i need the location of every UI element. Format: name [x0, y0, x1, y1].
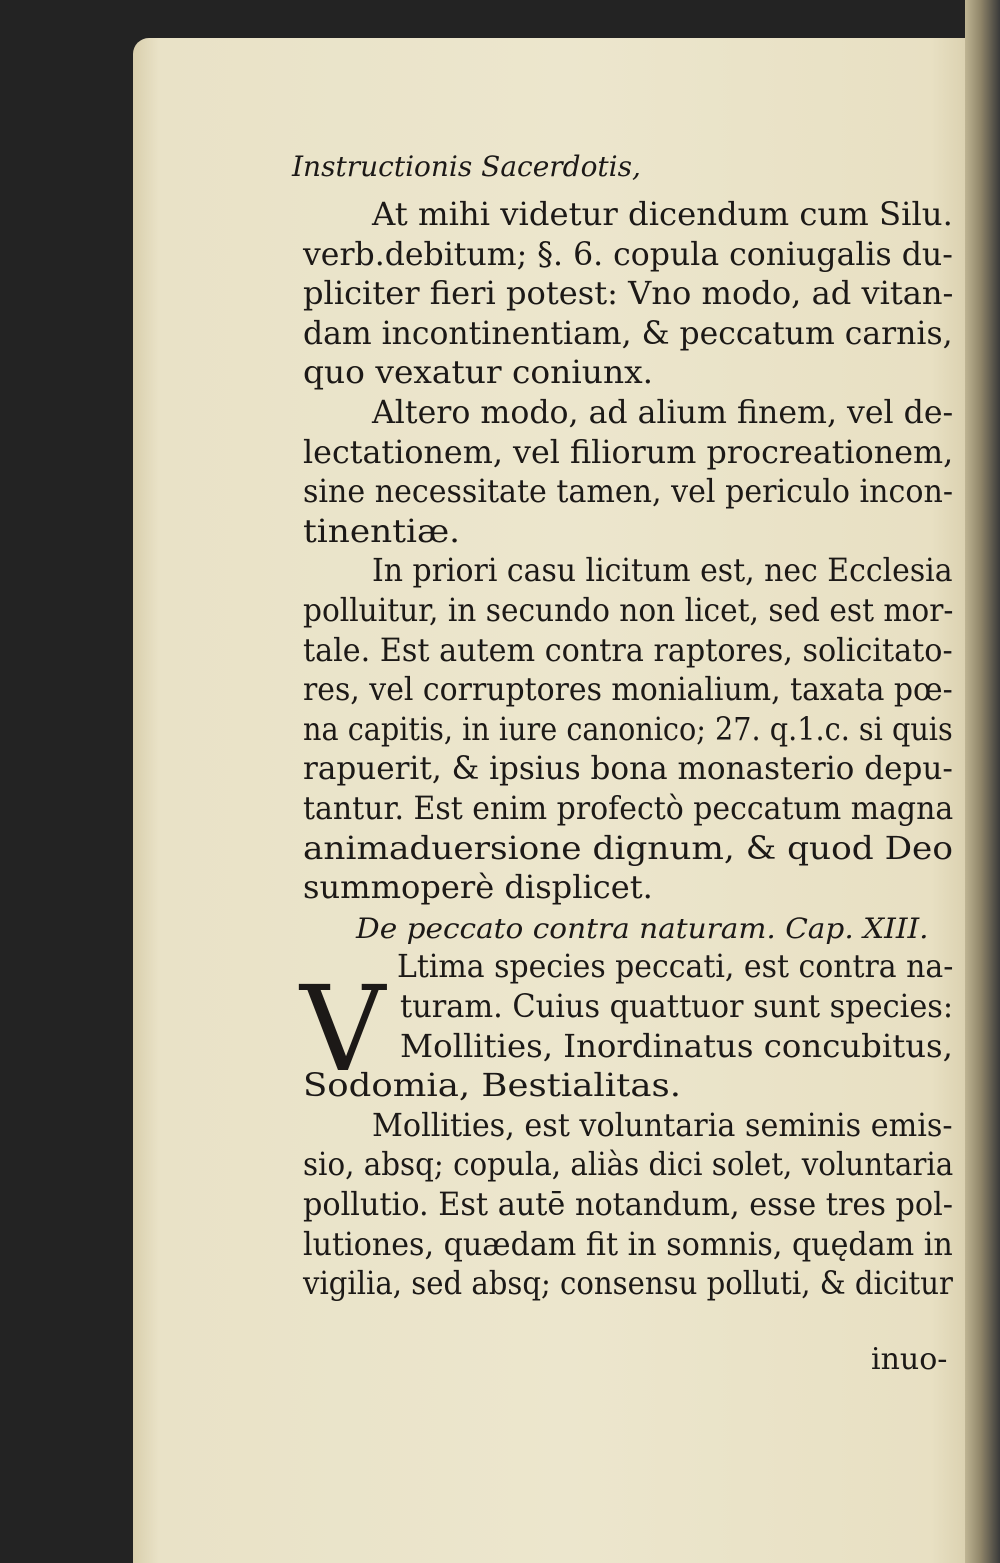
text-line: At mihi videtur dicendum cum Silu.: [372, 195, 953, 233]
text-line: tinentiæ.: [303, 511, 461, 550]
text-line: tantur. Est enim profectò peccatum magna: [303, 789, 954, 827]
text-line: rapuerit, & ipsius bona monasterio depu-: [303, 749, 953, 788]
text-line: Mollities, est voluntaria seminis emis-: [372, 1105, 953, 1144]
chapter-heading: De peccato contra naturam. Cap. XIII.: [356, 911, 929, 945]
drop-capital: V: [300, 960, 386, 1098]
text-line: Altero modo, ad alium finem, vel de-: [372, 393, 954, 431]
text-line: Sodomia, Bestialitas.: [303, 1066, 681, 1105]
running-head: Instructionis Sacerdotis,: [292, 150, 641, 183]
text-line: quo vexatur coniunx.: [303, 353, 654, 392]
text-line: dam incontinentiam, & peccatum carnis,: [303, 313, 953, 352]
text-line: summoperè displicet.: [303, 868, 653, 907]
text-line: animaduersione dignum, & quod Deo: [303, 828, 953, 867]
text-line: verb.debitum; §. 6. copula coniugalis du-: [303, 234, 953, 273]
catchword: inuo-: [871, 1342, 948, 1377]
text-line: lectationem, vel filiorum procreationem,: [303, 432, 954, 471]
text-line: pollutio. Est autē notandum, esse tres pol-: [303, 1185, 954, 1223]
text-line: tale. Est autem contra raptores, solicitato-: [303, 630, 953, 669]
text-line: polluitur, in secundo non licet, sed est mor-: [303, 591, 954, 629]
text-line: na capitis, in iure canonico; 27. q.1.c. si quis: [303, 709, 953, 748]
text-line: pliciter fieri potest: Vno modo, ad vitan-: [303, 274, 954, 313]
text-line: sine necessitate tamen, vel periculo incon-: [303, 472, 953, 511]
text-line: vigilia, sed absq; consensu polluti, & dicitur: [303, 1264, 953, 1303]
text-line: Ltima species peccati, est contra na-: [397, 947, 954, 986]
text-line: lutiones, quædam fit in somnis, quędam in: [303, 1224, 953, 1263]
text-line: turam. Cuius quattuor sunt species:: [400, 987, 954, 1025]
page-edge: [965, 0, 1000, 1563]
text-line: In priori casu licitum est, nec Ecclesia: [372, 551, 953, 590]
text-line: Mollities, Inordinatus concubitus,: [400, 1026, 953, 1065]
text-line: sio, absq; copula, aliàs dici solet, voluntaria: [303, 1145, 954, 1184]
text-line: res, vel corruptores monialium, taxata pœ-: [303, 670, 953, 709]
